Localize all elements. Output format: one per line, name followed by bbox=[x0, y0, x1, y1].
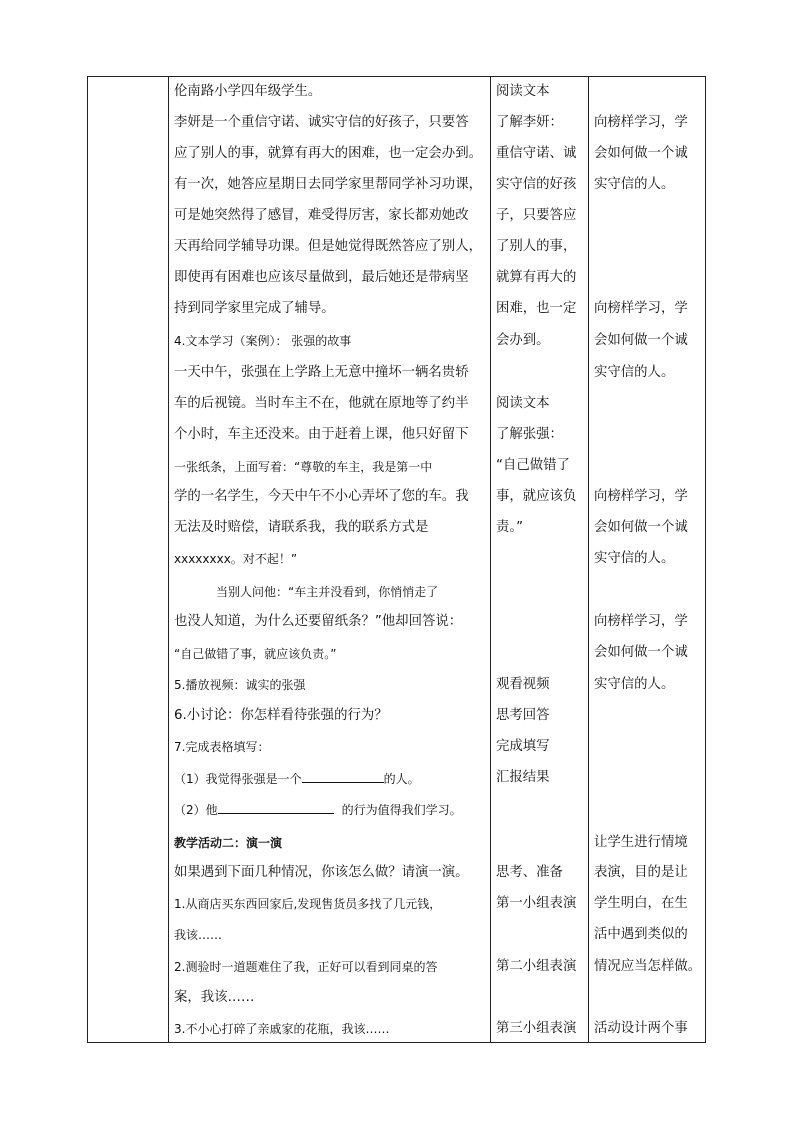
teaching-content-column bbox=[168, 77, 490, 1042]
text-line: 7.完成表格填写： bbox=[174, 740, 270, 754]
text-line: 实守信的人。 bbox=[594, 177, 675, 192]
text-line: 我该…… bbox=[174, 928, 223, 942]
text-line: 实守信的好孩 bbox=[496, 177, 577, 192]
text-line: “自己做错了事，就应该负责。” bbox=[174, 647, 337, 661]
text-line: 持到同学家里完成了辅导。 bbox=[174, 301, 335, 316]
text-line: 天再给同学辅导功课。但是她觉得既然答应了别人， bbox=[174, 239, 482, 254]
text-line: 了解李妍： bbox=[496, 115, 563, 130]
text-line: 会如何做一个诚 bbox=[594, 520, 688, 535]
text-line: 应了别人的事，就算有再大的困难，也一定会办到。 bbox=[174, 146, 482, 161]
text-line: 实守信的人。 bbox=[594, 677, 675, 692]
text-line: 活中遇到类似的 bbox=[594, 927, 688, 942]
text-line: 有一次，她答应星期日去同学家里帮同学补习功课， bbox=[174, 177, 482, 192]
lesson-plan-table bbox=[87, 76, 706, 1043]
text-line: 第二小组表演 bbox=[496, 959, 577, 974]
text-line: 一张纸条，上面写着：“尊敬的车主，我是第一中 bbox=[174, 460, 433, 474]
section-heading: 教学活动二：演一演 bbox=[174, 836, 283, 850]
text-line: “自己做错了 bbox=[496, 458, 570, 473]
text-line: 3.不小心打碎了亲戚家的花瓶，我该…… bbox=[174, 1022, 390, 1036]
blank-answer-line bbox=[302, 770, 384, 783]
text-line: 会办到。 bbox=[496, 333, 550, 348]
text-line: 情况应当怎样做。 bbox=[594, 959, 702, 974]
text-line: 5.播放视频：诚实的张强 bbox=[174, 678, 306, 692]
text-line: 活动设计两个事 bbox=[594, 1021, 688, 1036]
text-line: 向榜样学习，学 bbox=[594, 301, 688, 316]
text-line: xxxxxxxx。对不起！” bbox=[174, 552, 298, 566]
text-line: 思考、准备 bbox=[496, 865, 563, 880]
text-line: 如果遇到下面几种情况，你该怎么做？请演一演。 bbox=[174, 865, 469, 880]
text-line: 可是她突然得了感冒，难受得厉害，家长都劝她改 bbox=[174, 208, 469, 223]
text-line: 实守信的人。 bbox=[594, 551, 675, 566]
blank-answer-line bbox=[218, 801, 334, 814]
text-line: （2）他 bbox=[174, 803, 218, 817]
text-line: 困难，也一定 bbox=[496, 301, 577, 316]
text-line: 完成填写 bbox=[496, 739, 550, 754]
text-line: 2.测验时一道题难住了我，正好可以看到同桌的答 bbox=[174, 960, 438, 974]
text-line: 即使再有困难也应该尽量做到，最后她还是带病坚 bbox=[174, 270, 469, 285]
text-line: 向榜样学习，学 bbox=[594, 115, 688, 130]
text-line: 观看视频 bbox=[496, 677, 550, 692]
text-line: 的人。 bbox=[383, 772, 420, 786]
fill-blank-line bbox=[174, 800, 462, 820]
text-line: 第三小组表演 bbox=[496, 1021, 577, 1036]
text-line: 重信守诺、诚 bbox=[496, 146, 577, 161]
student-activity-column bbox=[490, 77, 588, 1042]
text-line: 李妍是一个重信守诺、诚实守信的好孩子，只要答 bbox=[174, 115, 469, 130]
text-line: 向榜样学习，学 bbox=[594, 614, 688, 629]
text-line: 事，就应该负 bbox=[496, 489, 577, 504]
text-line: 1.从商店买东西回家后,发现售货员多找了几元钱， bbox=[174, 897, 442, 911]
text-line: 了解张强： bbox=[496, 427, 563, 442]
section-heading: 4.文本学习（案例）： 张强的故事 bbox=[174, 334, 352, 348]
text-line: 会如何做一个诚 bbox=[594, 645, 688, 660]
text-line: 阅读文本 bbox=[496, 84, 550, 99]
text-line: 一天中午，张强在上学路上无意中撞坏一辆名贵轿 bbox=[174, 365, 469, 380]
text-line: 会如何做一个诚 bbox=[594, 333, 688, 348]
text-line: 无法及时赔偿，请联系我，我的联系方式是 bbox=[174, 520, 429, 535]
text-line: 学的一名学生，今天中午不小心弄坏了您的车。我 bbox=[174, 489, 469, 504]
text-line: 阅读文本 bbox=[496, 396, 550, 411]
text-line: 6.小讨论：你怎样看待张强的行为？ bbox=[174, 708, 388, 723]
text-line: 的行为值得我们学习。 bbox=[341, 803, 462, 817]
text-line: 实守信的人。 bbox=[594, 365, 675, 380]
text-line: 表演，目的是让 bbox=[594, 865, 688, 880]
text-line: 伦南路小学四年级学生。 bbox=[174, 84, 322, 99]
text-line: 思考回答 bbox=[496, 708, 550, 723]
text-line: 就算有再大的 bbox=[496, 270, 577, 285]
text-line: （1）我觉得张强是一个 bbox=[174, 772, 302, 786]
text-line: 学生明白，在生 bbox=[594, 896, 688, 911]
text-line: 子，只要答应 bbox=[496, 208, 577, 223]
text-line: 当别人问他：“车主并没看到，你悄悄走了 bbox=[216, 585, 439, 599]
text-line: 汇报结果 bbox=[496, 770, 550, 785]
text-line: 也没人知道，为什么还要留纸条？”他却回答说： bbox=[174, 614, 463, 629]
text-line: 个小时，车主还没来。由于赶着上课，他只好留下 bbox=[174, 427, 469, 442]
design-intent-column bbox=[588, 77, 707, 1042]
text-line: 车的后视镜。当时车主不在，他就在原地等了约半 bbox=[174, 396, 469, 411]
text-line: 第一小组表演 bbox=[496, 896, 577, 911]
text-line: 案，我该…… bbox=[174, 990, 255, 1005]
text-line: 了别人的事， bbox=[496, 239, 577, 254]
text-line: 会如何做一个诚 bbox=[594, 146, 688, 161]
fill-blank-line bbox=[174, 769, 420, 789]
text-line: 让学生进行情境 bbox=[594, 835, 688, 850]
text-line: 向榜样学习，学 bbox=[594, 489, 688, 504]
text-line: 责。” bbox=[496, 520, 524, 535]
